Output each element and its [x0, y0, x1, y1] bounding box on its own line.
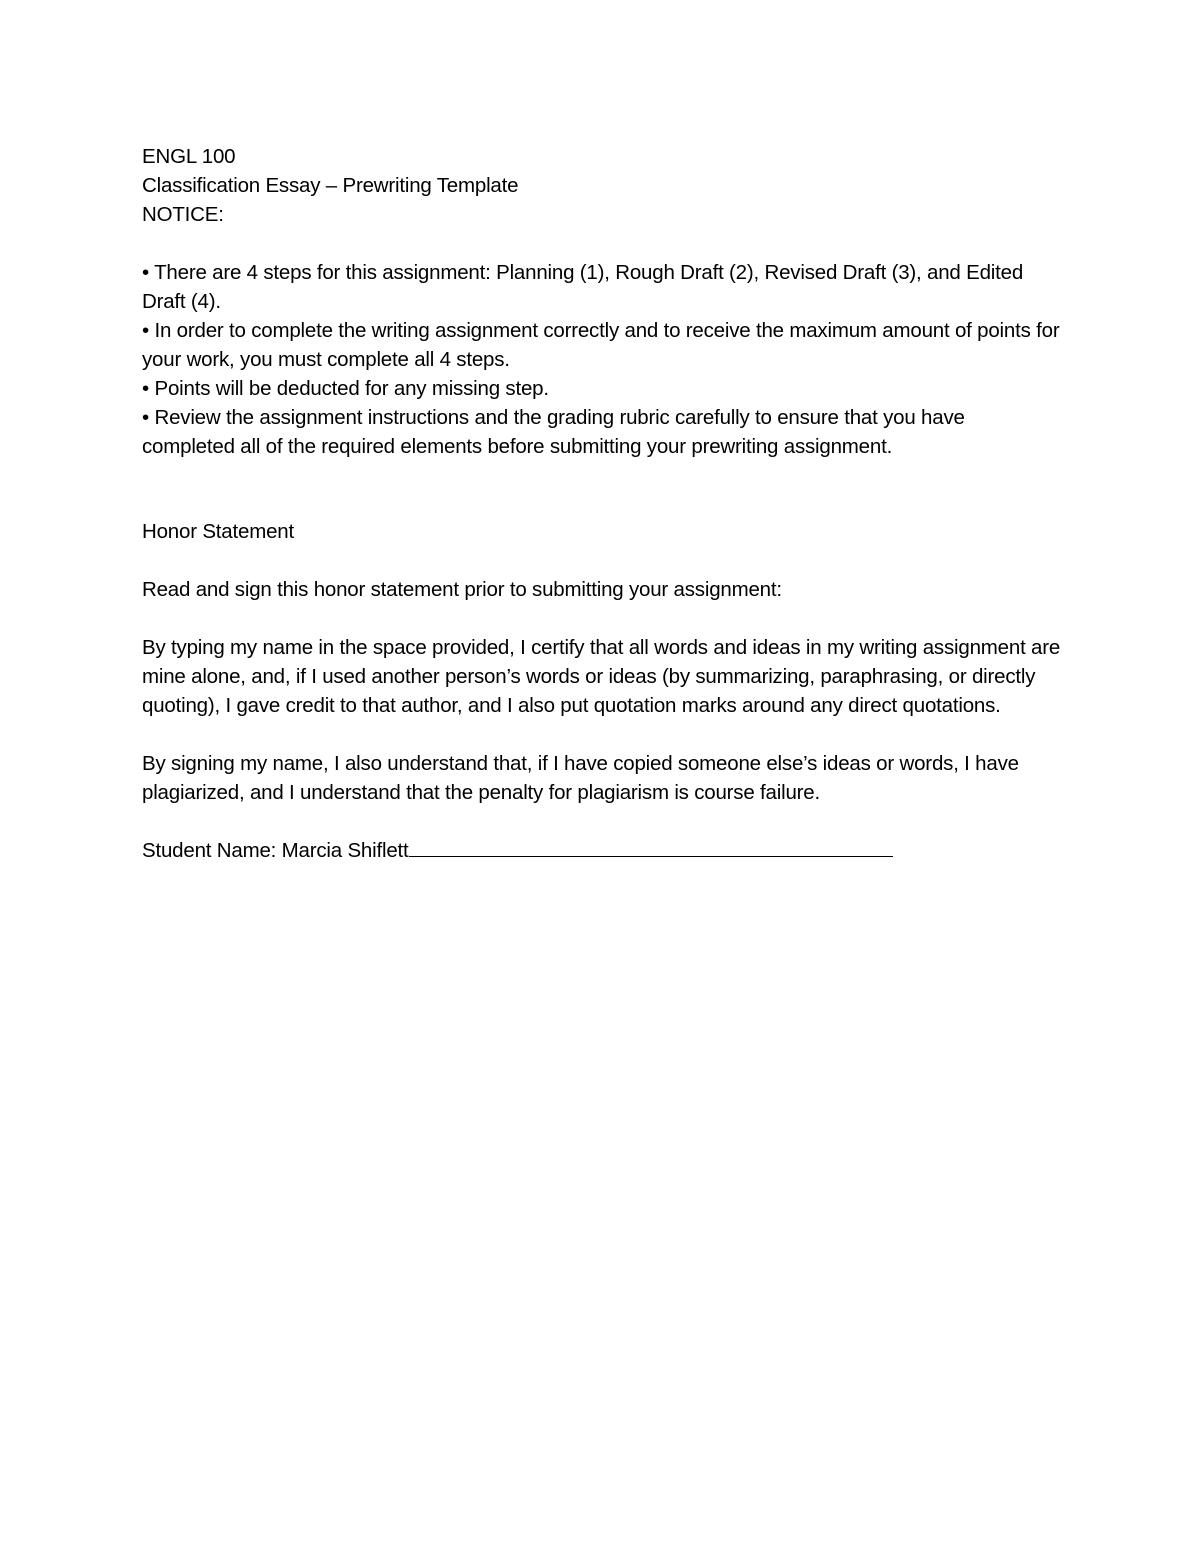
- document-page: [142, 142, 1062, 865]
- notice-item: • There are 4 steps for this assignment: Planning (1), Rough Draft (2), Revised Draft (3), and Edited Draft (4).: [142, 261, 1024, 313]
- spacer: [142, 546, 1062, 575]
- spacer: [142, 229, 1062, 258]
- spacer: [142, 720, 1062, 749]
- spacer: [142, 807, 1062, 836]
- notice-item: • In order to complete the writing assignment correctly and to receive the maximum amount of points for your work, you must complete all 4 steps.: [142, 319, 1060, 371]
- notice-item: • Review the assignment instructions and the grading rubric carefully to ensure that you have completed all of the required elements before submitting your prewriting assignment.: [142, 406, 965, 458]
- spacer: [142, 604, 1062, 633]
- signature-blank: [409, 836, 893, 857]
- course-code: ENGL 100: [142, 145, 236, 168]
- document-title: Classification Essay – Prewriting Template: [142, 174, 519, 197]
- notice-label: NOTICE:: [142, 203, 224, 226]
- honor-intro: Read and sign this honor statement prior to submitting your assignment:: [142, 578, 782, 601]
- student-name-label: Student Name: Marcia Shiflett: [142, 839, 409, 862]
- student-name-line: [142, 836, 1062, 865]
- honor-paragraph-certify: By typing my name in the space provided, I certify that all words and ideas in my writing assignment are mine alone, and, if I used another person’s words or ideas (by summarizing, paraphrasing, or directly quoting), I gave credit to that author, and I also put quotation marks around any direct quotations.: [142, 636, 1061, 717]
- notice-item: • Points will be deducted for any missing step.: [142, 377, 549, 400]
- spacer: [142, 461, 1062, 517]
- honor-paragraph-plagiarism: By signing my name, I also understand that, if I have copied someone else’s ideas or words, I have plagiarized, and I understand that the penalty for plagiarism is course failure.: [142, 752, 1019, 804]
- honor-heading: Honor Statement: [142, 520, 294, 543]
- notice-list: [142, 258, 1062, 461]
